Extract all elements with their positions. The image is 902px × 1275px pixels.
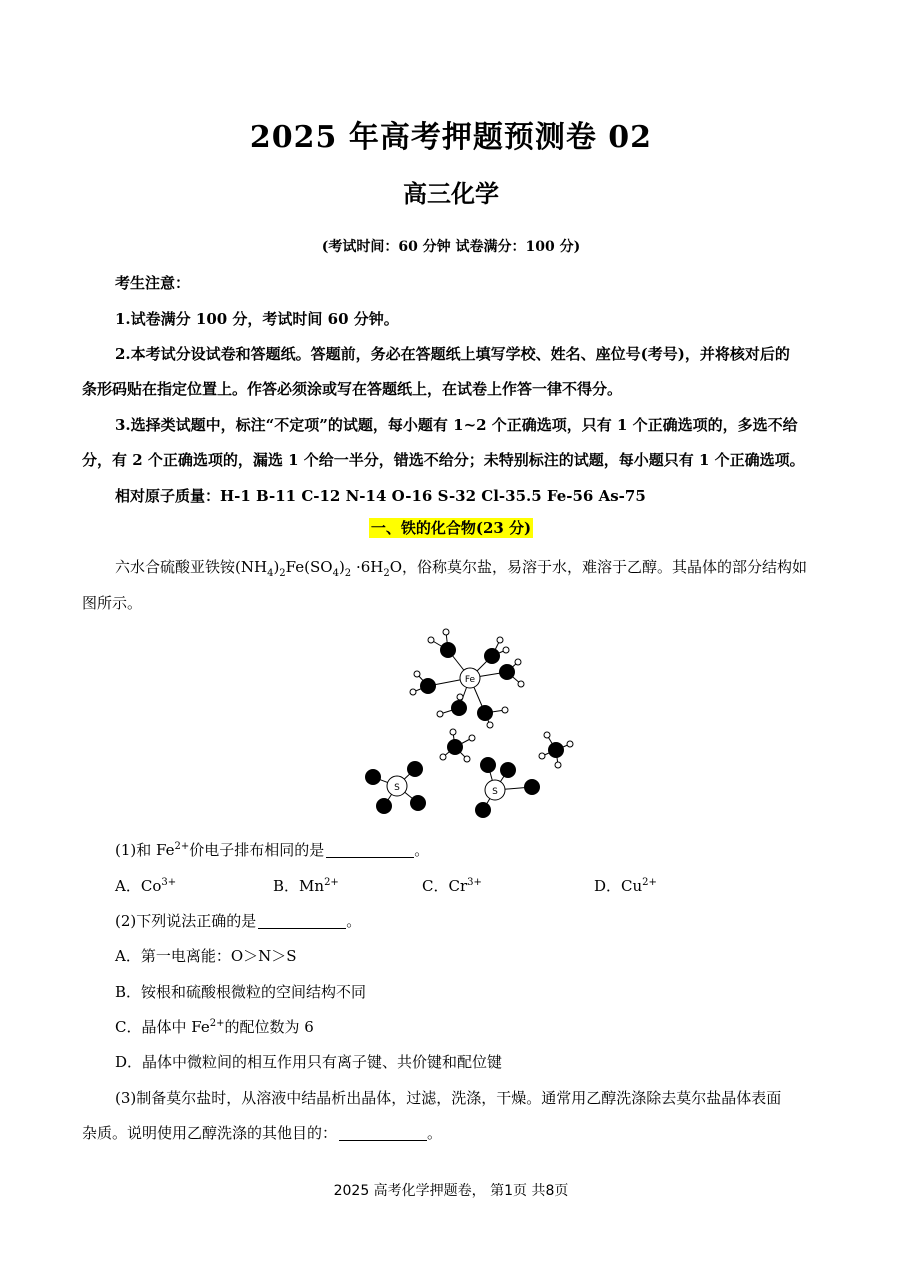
notice-item-3a: 3.选择类试题中，标注“不定项”的试题，每小题有 1~2 个正确选项，只有 1 个正确选项的，多选不给	[115, 416, 798, 434]
s-atom-label-1: S	[394, 783, 400, 793]
q2-option-c: C．晶体中 $Fe^{2+}$的配位数为 6	[115, 1018, 314, 1036]
q1-sup: 2+	[174, 841, 190, 852]
q2-option-d: D．晶体中微粒间的相互作用只有离子键、共价键和配位键	[115, 1053, 503, 1071]
s-atom-label-2: S	[492, 787, 498, 797]
question-1-prompt	[115, 839, 822, 860]
notice-item-1: 1.试卷满分 100 分，考试时间 60 分钟。	[115, 310, 399, 328]
notice-item-2b: 条形码贴在指定位置上。作答必须涂或写在答题纸上，在试卷上作答一律不得分。	[82, 380, 623, 398]
section-heading	[0, 517, 902, 538]
exam-info: (考试时间：60 分钟 试卷满分：100 分)	[321, 239, 581, 255]
q1-end: 。	[414, 841, 430, 859]
intro-line-1	[115, 556, 822, 579]
q2-text: (2)下列说法正确的是	[115, 912, 257, 930]
intro-text: )	[273, 558, 280, 576]
intro-text: ·6H	[351, 558, 384, 576]
q1-option-a: A．$Co^{3+}$	[115, 877, 177, 895]
answer-blank	[339, 1126, 427, 1141]
q1-text: 价电子排布相同的是	[189, 841, 325, 859]
q3-end: 。	[427, 1124, 443, 1142]
intro-sub: 4	[267, 568, 274, 579]
q3-text: 杂质。说明使用乙醇洗涤的其他目的：	[82, 1124, 338, 1142]
answer-blank	[258, 914, 346, 929]
intro-text: Fe(SO	[285, 558, 333, 576]
page-title: 2025 年高考押题预测卷 02	[249, 120, 653, 155]
crystal-structure-figure	[355, 620, 585, 830]
question-3-line-1: (3)制备莫尔盐时，从溶液中结晶析出晶体，过滤，洗涤，干燥。通常用乙醇洗涤除去莫尔盐晶体表面	[115, 1089, 782, 1107]
notice-heading: 考生注意：	[115, 274, 191, 292]
answer-blank	[326, 843, 414, 858]
q1-option-b: B．$Mn^{2+}$	[273, 877, 339, 895]
q2-end: 。	[346, 912, 362, 930]
fe-atom-label: Fe	[464, 675, 476, 685]
intro-sub: 2	[279, 568, 286, 579]
intro-sub: 2	[344, 568, 352, 579]
intro-sub: 2	[383, 568, 390, 579]
intro-text: )	[338, 558, 345, 576]
q2-option-a: A．第一电离能：O＞N＞S	[115, 947, 297, 965]
q2-option-b: B．铵根和硫酸根微粒的空间结构不同	[115, 983, 367, 1001]
question-3-line-2	[82, 1122, 822, 1143]
notice-item-2a: 2.本考试分设试卷和答题纸。答题前，务必在答题纸上填写学校、姓名、座位号(考号)，并将核对后的	[115, 345, 790, 363]
intro-line-2: 图所示。	[82, 594, 143, 612]
intro-sub: 4	[332, 568, 339, 579]
q1-option-c: C．$Cr^{3+}$	[422, 877, 482, 895]
page-subtitle: 高三化学	[403, 179, 499, 208]
atomic-masses: 相对原子质量：H-1 B-11 C-12 N-14 O-16 S-32 Cl-35.5 Fe-56 As-75	[115, 487, 646, 505]
intro-text: 六水合硫酸亚铁铵(NH	[115, 558, 268, 576]
section-heading-text: 一、铁的化合物(23 分)	[370, 519, 532, 537]
q1-option-d: D．$Cu^{2+}$	[594, 877, 657, 895]
page-footer: 2025 高考化学押题卷， 第1页 共8页	[333, 1183, 569, 1199]
question-2-prompt	[115, 910, 822, 931]
intro-text: O，俗称莫尔盐，易溶于水，难溶于乙醇。其晶体的部分结构如	[389, 558, 808, 576]
q1-text: (1)和 Fe	[115, 841, 175, 859]
notice-item-3b: 分，有 2 个正确选项的，漏选 1 个给一半分，错选不给分；未特别标注的试题，每小题只有 1 个正确选项。	[82, 451, 805, 469]
